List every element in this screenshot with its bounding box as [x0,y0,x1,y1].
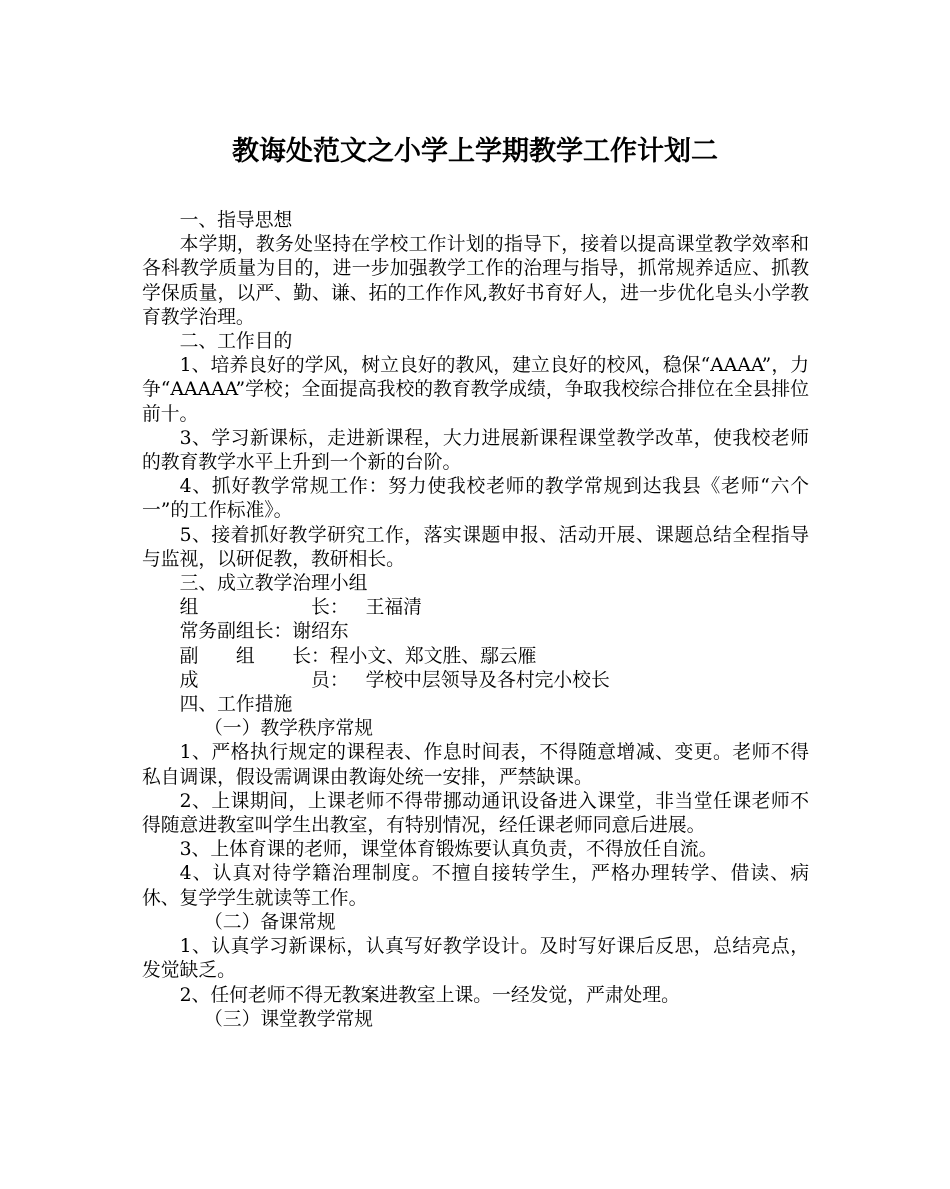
goal-item-1: 1、培养良好的学风，树立良好的教风，建立良好的校风，稳保“AAAA”，力争“AAAAA”学校；全面提高我校的教育教学成绩，争取我校综合排位在全县排位前十。 [142,355,809,425]
subsection-heading-lesson-prep: （二）备课常规 [204,911,336,933]
group-row-members [142,669,809,693]
group-deputy-value: 程小文、郑文胜、鄢云雁 [329,645,537,667]
paragraph-guiding-ideology: 本学期，教务处坚持在学校工作计划的指导下，接着以提高课堂教学效率和各科教学质量为目的，进一步加强教学工作的治理与指导，抓常规养适应、抓教学保质量，以严、勤、谦、拓的工作作风,教好书育好人，进一步优化皂头小学教育教学治理。 [142,234,809,328]
section-heading-management-group: 三、成立教学治理小组 [179,573,368,595]
order-item-4: 4、认真对待学籍治理制度。不擅自接转学生，严格办理转学、借读、病休、复学学生就读等工作。 [142,863,809,909]
order-item-2: 2、上课期间，上课老师不得带挪动通讯设备进入课堂，非当堂任课老师不得随意进教室叫学生出教室，有特别情况，经任课老师同意后进展。 [142,790,809,837]
section-heading-guiding-ideology: 一、指导思想 [179,210,293,231]
group-row-deputy [142,645,809,669]
document-title: 教诲处范文之小学上学期教学工作计划二 [232,136,718,167]
group-row-leader [142,596,809,620]
section-heading-work-goals: 二、工作目的 [179,331,293,353]
order-item-1: 1、严格执行规定的课程表、作息时间表，不得随意增减、变更。老师不得私自调课，假设需调课由教诲处统一安排，严禁缺课。 [142,742,809,788]
subsection-heading-classroom-teaching: （三）课堂教学常规 [204,1008,374,1030]
group-leader-label: 组 长： [179,597,349,619]
goal-item-4: 4、抓好教学常规工作：努力使我校老师的教学常规到达我县《老师“六个一”的工作标准》。 [142,476,809,522]
group-exec-value: 谢绍东 [292,621,349,643]
group-row-executive-deputy [142,620,809,644]
section-heading-work-measures: 四、工作措施 [179,694,293,716]
goal-item-5: 5、接着抓好教学研究工作，落实课题申报、活动开展、课题总结全程指导与监视，以研促教，教研相长。 [142,524,809,570]
order-item-3: 3、上体育课的老师，课堂体育锻炼要认真负责，不得放任自流。 [179,839,718,861]
prep-item-2: 2、任何老师不得无教案进教室上课。一经发觉，严肃处理。 [179,984,680,1006]
prep-item-1: 1、认真学习新课标，认真写好教学设计。及时写好课后反思，总结亮点，发觉缺乏。 [142,936,809,982]
group-member-label: 成 员： [179,669,349,691]
subsection-heading-teaching-order: （一）教学秩序常规 [204,718,374,740]
document-body [142,209,809,1032]
goal-item-3: 3、学习新课标，走进新课程，大力进展新课程课堂教学改革，使我校老师的教育教学水平上升到一个新的台阶。 [142,427,809,474]
group-member-value: 学校中层领导及各村完小校长 [365,669,610,691]
group-deputy-label: 副 组 长： [179,645,330,667]
group-leader-value: 王福清 [365,597,422,619]
group-exec-label: 常务副组长： [179,621,293,643]
